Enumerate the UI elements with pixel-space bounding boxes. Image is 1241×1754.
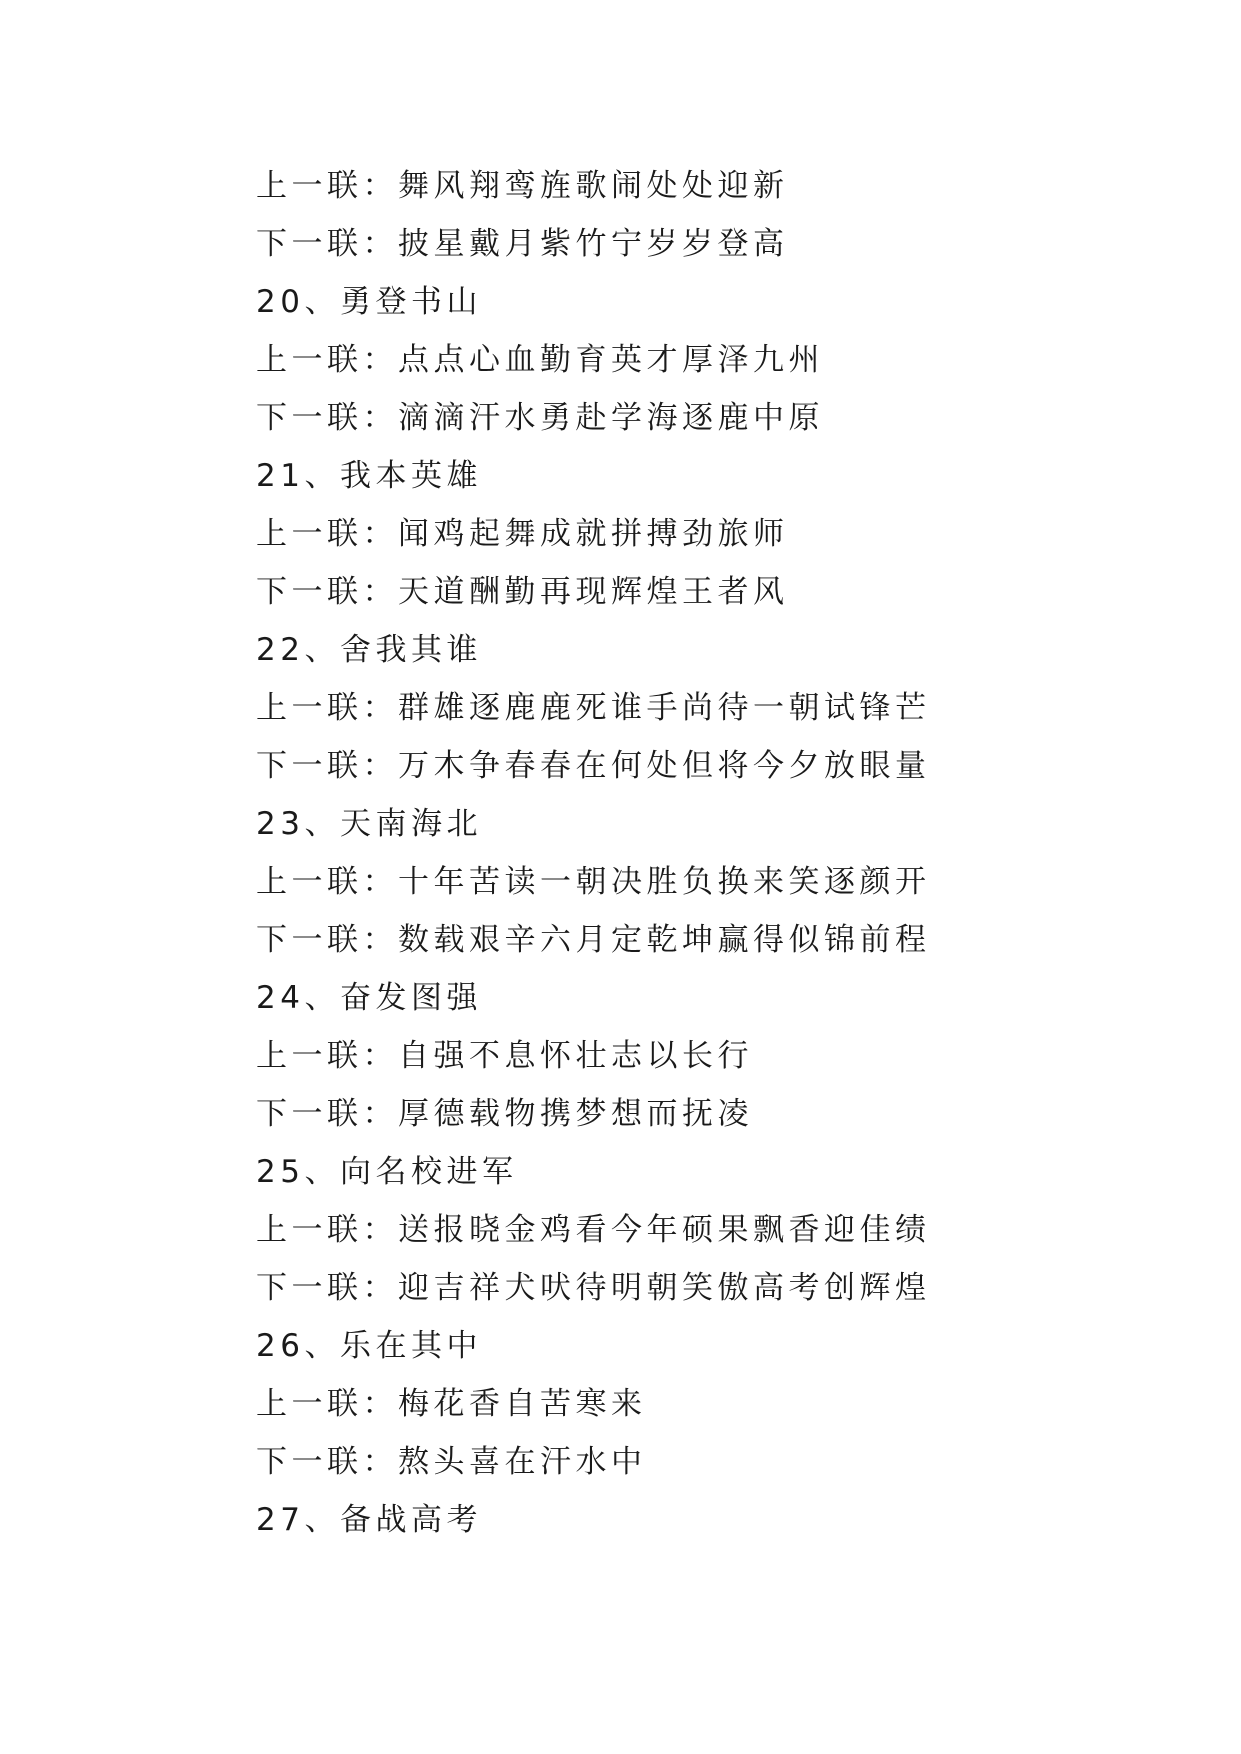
section-heading: [256, 969, 976, 1027]
couplet-text: 迎吉祥犬吠待明朝笑傲高考创辉煌: [398, 1270, 931, 1306]
couplet-line: [256, 563, 976, 621]
couplet-text: 数载艰辛六月定乾坤赢得似锦前程: [398, 922, 931, 958]
couplet-line: [256, 737, 976, 795]
couplet-label: 上一联：: [256, 168, 398, 204]
section-heading: [256, 447, 976, 505]
couplet-line: [256, 505, 976, 563]
couplet-text: 万木争春春在何处但将今夕放眼量: [398, 748, 931, 784]
section-title: 勇登书山: [339, 284, 482, 320]
couplet-label: 下一联：: [256, 1270, 398, 1306]
section-heading: [256, 795, 976, 853]
section-number: 24、: [256, 980, 340, 1016]
couplet-line: [256, 389, 976, 447]
section-heading: [256, 1143, 976, 1201]
section-title: 舍我其谁: [339, 632, 482, 668]
couplet-label: 下一联：: [256, 1444, 398, 1480]
couplet-text: 滴滴汗水勇赴学海逐鹿中原: [398, 400, 824, 436]
section-number: 25、: [256, 1154, 340, 1190]
section-title: 奋发图强: [339, 980, 482, 1016]
couplet-text: 天道酬勤再现辉煌王者风: [398, 574, 789, 610]
couplet-text: 梅花香自苦寒来: [398, 1386, 647, 1422]
couplet-line: [256, 1375, 976, 1433]
couplet-label: 下一联：: [256, 574, 398, 610]
section-heading: [256, 273, 976, 331]
couplet-text: 披星戴月紫竹宁岁岁登高: [398, 226, 789, 262]
couplet-line: [256, 1085, 976, 1143]
couplet-line: [256, 1433, 976, 1491]
couplet-text: 送报晓金鸡看今年硕果飘香迎佳绩: [398, 1212, 931, 1248]
section-number: 27、: [256, 1502, 340, 1538]
couplet-line: [256, 1201, 976, 1259]
couplet-label: 上一联：: [256, 1212, 398, 1248]
couplet-line: [256, 157, 976, 215]
couplet-label: 下一联：: [256, 1096, 398, 1132]
couplet-line: [256, 679, 976, 737]
couplet-text: 自强不息怀壮志以长行: [398, 1038, 753, 1074]
section-heading: [256, 621, 976, 679]
section-title: 备战高考: [339, 1502, 482, 1538]
couplet-text: 十年苦读一朝决胜负换来笑逐颜开: [398, 864, 931, 900]
couplet-label: 上一联：: [256, 516, 398, 552]
couplet-label: 上一联：: [256, 342, 398, 378]
couplet-text: 群雄逐鹿鹿死谁手尚待一朝试锋芒: [398, 690, 931, 726]
section-number: 22、: [256, 632, 340, 668]
couplet-label: 上一联：: [256, 1038, 398, 1074]
couplet-label: 上一联：: [256, 864, 398, 900]
couplet-line: [256, 215, 976, 273]
couplet-text: 厚德载物携梦想而抚凌: [398, 1096, 753, 1132]
couplet-text: 舞风翔鸾旌歌闹处处迎新: [398, 168, 789, 204]
section-number: 26、: [256, 1328, 340, 1364]
section-number: 23、: [256, 806, 340, 842]
couplet-text: 点点心血勤育英才厚泽九州: [398, 342, 824, 378]
section-heading: [256, 1491, 976, 1549]
couplet-text: 闻鸡起舞成就拼搏劲旅师: [398, 516, 789, 552]
couplet-label: 下一联：: [256, 922, 398, 958]
couplet-line: [256, 853, 976, 911]
couplet-line: [256, 911, 976, 969]
section-heading: [256, 1317, 976, 1375]
document-body: [256, 157, 976, 1549]
couplet-line: [256, 1027, 976, 1085]
couplet-line: [256, 331, 976, 389]
couplet-text: 熬头喜在汗水中: [398, 1444, 647, 1480]
section-title: 乐在其中: [339, 1328, 482, 1364]
couplet-label: 下一联：: [256, 400, 398, 436]
section-title: 向名校进军: [339, 1154, 518, 1190]
section-title: 我本英雄: [339, 458, 482, 494]
couplet-label: 下一联：: [256, 748, 398, 784]
couplet-label: 上一联：: [256, 1386, 398, 1422]
couplet-label: 上一联：: [256, 690, 398, 726]
section-number: 20、: [256, 284, 340, 320]
couplet-label: 下一联：: [256, 226, 398, 262]
section-title: 天南海北: [339, 806, 482, 842]
section-number: 21、: [256, 458, 340, 494]
couplet-line: [256, 1259, 976, 1317]
